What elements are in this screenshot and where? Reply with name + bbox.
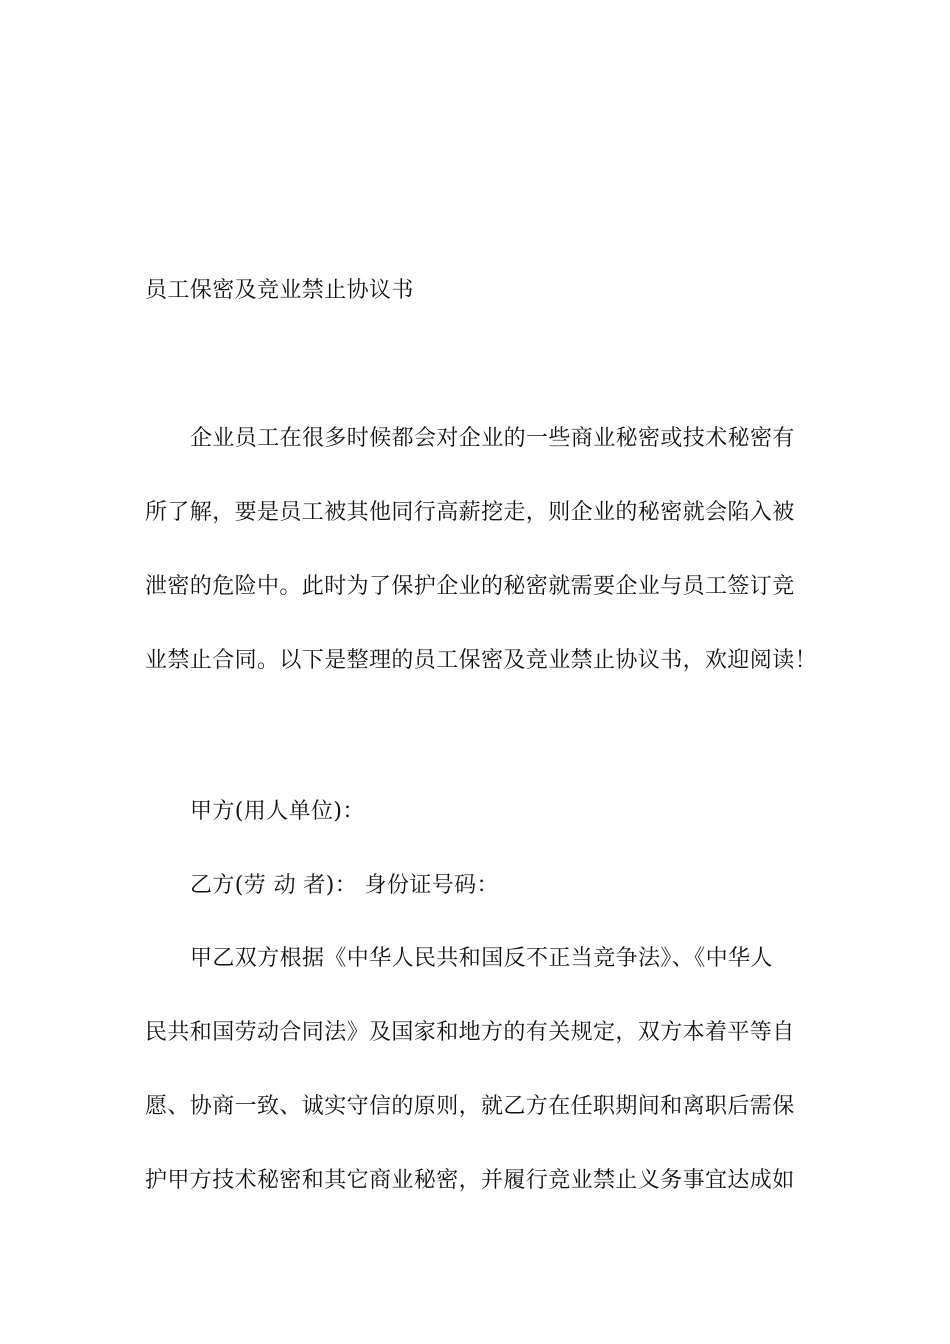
- intro-line-3: 泄密的危险中。此时为了保护企业的秘密就需要企业与员工签订竞: [145, 574, 795, 599]
- intro-line-2: 所了解，要是员工被其他同行高薪挖走，则企业的秘密就会陷入被: [145, 500, 795, 525]
- intro-line-4: 业禁止合同。以下是整理的员工保密及竞业禁止协议书，欢迎阅读！: [145, 648, 818, 673]
- party-b-line: 乙方(劳 动 者)： 身份证号码：: [190, 873, 499, 898]
- document-title: 员工保密及竞业禁止协议书: [145, 278, 414, 303]
- body-line-2: 民共和国劳动合同法》及国家和地方的有关规定，双方本着平等自: [145, 1020, 795, 1045]
- body-line-3: 愿、协商一致、诚实守信的原则，就乙方在任职期间和离职后需保: [145, 1094, 795, 1119]
- body-line-1: 甲乙双方根据《中华人民共和国反不正当竞争法》、《中华人: [190, 946, 773, 971]
- intro-line-1: 企业员工在很多时候都会对企业的一些商业秘密或技术秘密有: [190, 426, 795, 451]
- body-line-4: 护甲方技术秘密和其它商业秘密，并履行竞业禁止义务事宜达成如: [145, 1168, 795, 1193]
- party-a-line: 甲方(用人单位)：: [190, 799, 365, 824]
